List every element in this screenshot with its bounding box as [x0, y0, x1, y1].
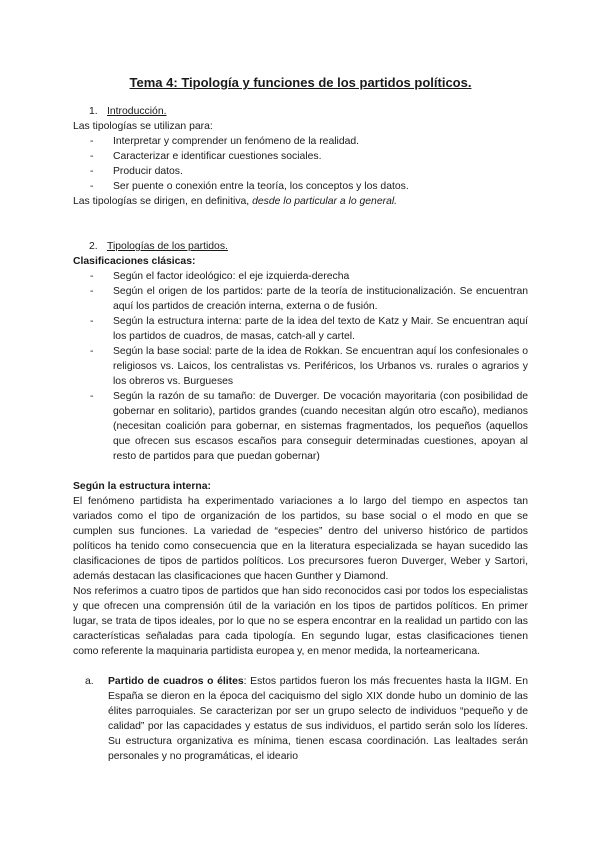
intro-bullet-list: [73, 134, 528, 194]
classification-bullet-list: [73, 269, 528, 464]
paragraph: Nos referimos a cuatro tipos de partidos que han sido reconocidos casi por todos los especialistas y que ofrecen una comprensión útil de la variación en los tipos de partidos políticos. En primer lugar, se trata de tipos ideales, por lo que no se espera encontrar en la realidad un partido con las características señaladas para cada tipología. En segundo lugar, estas clasificaciones tienen como referente la maquinaria partidista europea y, en menor medida, la norteamericana.: [73, 586, 528, 657]
section-number: 1.: [89, 106, 98, 117]
closing-plain: Las tipologías se dirigen, en definitiva,: [73, 196, 253, 207]
section-label: Introducción.: [107, 106, 167, 117]
item-text: : Estos partidos fueron los más frecuentes hasta la IIGM. En España se dieron en la época del caciquismo del siglo XIX donde hubo un dominio de las élites parroquiales. Se caracterizan por ser un grupo selecto de individuos “pequeño y de calidad” por las capacidades y estatus de sus individuos, el partido serán solo los líderes. Su estructura organizativa es mínima, tienen escasa coordinación. Las lealtades serán personales y no programáticas, el ideario: [108, 676, 528, 762]
section-number: 2.: [89, 241, 98, 252]
document-title: Tema 4: Tipología y funciones de los partidos políticos.: [129, 75, 472, 90]
closing-italic: desde lo particular a lo general.: [252, 196, 398, 207]
list-item: - Según el factor ideológico: el eje izquierda-derecha: [90, 269, 528, 284]
list-item: - Producir datos.: [90, 164, 528, 179]
item-body: [108, 674, 528, 764]
intro-text: Las tipologías se utilizan para:: [73, 121, 213, 132]
document-page: [73, 75, 528, 764]
item-term: Partido de cuadros o élites: [108, 676, 244, 687]
subheading-estructura: Según la estructura interna:: [73, 481, 211, 492]
list-item: - Según la estructura interna: parte de la idea del texto de Katz y Mair. Se encuentran aquí los partidos de cuadros, de masas, catch-all y cartel.: [90, 314, 528, 344]
section-1-heading: [89, 104, 528, 119]
closing-sentence: [73, 194, 528, 209]
paragraph: El fenómeno partidista ha experimentado variaciones a lo largo del tiempo en aspectos tan variados como el tipo de organización de los partidos, su base social o el modo en que se cumplen sus funciones. La variedad de “especies” dentro del universo histórico de partidos políticos ha tenido como consecuencia que en la literatura especializada se hayan sucedido las clasificaciones de tipos de partidos políticos. Los precursores fueron Duverger, Weber y Sartori, además destacan las clasificaciones que hacen Gunther y Diamond.: [73, 496, 528, 582]
list-item: - Caracterizar e identificar cuestiones sociales.: [90, 149, 528, 164]
list-item: - Según la razón de su tamaño: de Duverger. De vocación mayoritaria (con posibilidad de gobernar en solitario), partidos grandes (cuando necesitan algún otro escaño), medianos (necesitan coalición para gobernar, en sistemas fragmentados, los pequeños (aquellos que ofrecen sus escasos escaños para conseguir determinadas cuestiones, apoyan al resto de partidos para que puedan gobernar): [90, 389, 528, 464]
list-item: - Según la base social: parte de la idea de Rokkan. Se encuentran aquí los confesionales o religiosos vs. Laicos, los centralistas vs. Periféricos, los Urbanos vs. rurales o agrarios y los obreros vs. Burgueses: [90, 344, 528, 389]
section-2-heading: [89, 239, 528, 254]
list-item: - Según el origen de los partidos: parte de la teoría de institucionalización. Se encuentran aquí los partidos de creación interna, externa o de fusión.: [90, 284, 528, 314]
section-label: Tipologías de los partidos.: [107, 241, 228, 252]
list-item: - Ser puente o conexión entre la teoría, los conceptos y los datos.: [90, 179, 528, 194]
item-letter: a.: [85, 676, 94, 687]
list-item: - Interpretar y comprender un fenómeno de la realidad.: [90, 134, 528, 149]
subheading-clasificaciones: Clasificaciones clásicas:: [73, 256, 196, 267]
item-a: [85, 674, 528, 764]
